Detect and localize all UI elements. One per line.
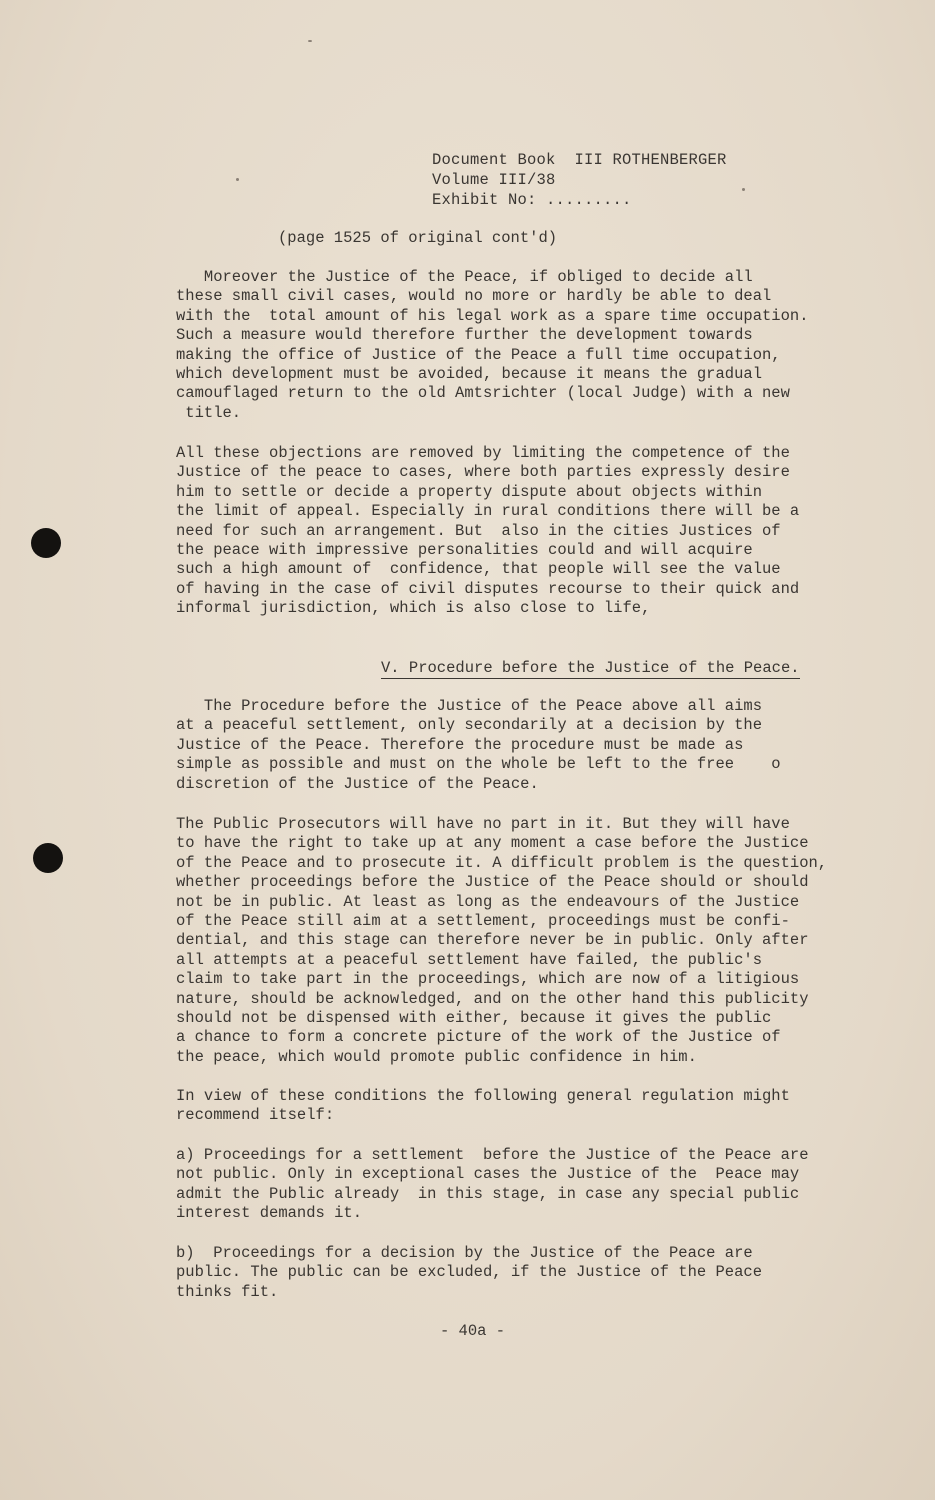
text-line: the peace with impressive personalities could and will acquire (176, 541, 753, 560)
punch-hole-bottom (33, 843, 63, 873)
regulation-b (176, 1244, 856, 1302)
header-volume: Volume III/38 (432, 171, 556, 189)
text-line: b) Proceedings for a decision by the Justice of the Peace are (176, 1244, 753, 1262)
page-number: - 40a - (439, 1322, 506, 1340)
header-exhibit: Exhibit No: ......... (432, 191, 632, 209)
text-line: All these objections are removed by limiting the competence of the (176, 444, 790, 462)
text-line: at a peaceful settlement, only secondarily at a decision by the (176, 716, 762, 735)
text-line: of having in the case of civil disputes recourse to their quick and (176, 579, 800, 598)
text-line: Such a measure would therefore further the development towards (176, 326, 753, 345)
text-line: informal jurisdiction, which is also close to life, (176, 599, 651, 618)
regulation-a (176, 1146, 856, 1224)
text-line: not be in public. At least as long as the endeavours of the Justice (176, 892, 800, 911)
text-line: thinks fit. (176, 1282, 279, 1301)
text-line: these small civil cases, would no more or hardly be able to deal (176, 287, 772, 306)
text-line: all attempts at a peaceful settlement have failed, the public's (176, 950, 762, 969)
text-line: In view of these conditions the following general regulation might (176, 1087, 790, 1105)
text-line: admit the Public already in this stage, in case any special public (176, 1184, 800, 1203)
text-line: recommend itself: (176, 1106, 335, 1125)
text-line: discretion of the Justice of the Peace. (176, 774, 539, 793)
text-line: public. The public can be excluded, if the Justice of the Peace (176, 1263, 762, 1282)
punch-hole-top (31, 528, 61, 558)
text-line: nature, should be acknowledged, and on the other hand this publicity (176, 989, 809, 1008)
section-heading: V. Procedure before the Justice of the Peace. (381, 659, 800, 677)
paragraph-public-prosecutors (176, 815, 856, 1067)
text-line: The Public Prosecutors will have no part in it. But they will have (176, 815, 790, 833)
text-line: not public. Only in exceptional cases the Justice of the Peace may (176, 1165, 800, 1184)
text-line: dential, and this stage can therefore never be in public. Only after (176, 931, 809, 950)
text-line: Justice of the Peace. Therefore the procedure must be made as (176, 735, 744, 754)
paragraph-in-view (176, 1087, 856, 1126)
text-line: a) Proceedings for a settlement before the Justice of the Peace are (176, 1146, 809, 1164)
continuation-note: (page 1525 of original cont'd) (278, 229, 558, 247)
paper-speck (236, 178, 239, 181)
text-line: should not be dispensed with either, because it gives the public (176, 1009, 772, 1028)
text-line: to have the right to take up at any moment a case before the Justice (176, 834, 809, 853)
text-line: interest demands it. (176, 1204, 363, 1223)
text-line: claim to take part in the proceedings, which are now of a litigious (176, 970, 800, 989)
text-line: Moreover the Justice of the Peace, if obliged to decide all (176, 268, 753, 286)
paragraph-procedure (176, 697, 856, 794)
text-line: of the Peace still aim at a settlement, proceedings must be confi- (176, 912, 790, 931)
text-line: of the Peace and to prosecute it. A difficult problem is the question, (176, 853, 828, 872)
text-line: The Procedure before the Justice of the Peace above all aims (176, 697, 762, 715)
text-line: title. (176, 403, 242, 422)
text-line: Justice of the peace to cases, where both parties expressly desire (176, 463, 790, 482)
paragraph-moreover (176, 268, 856, 423)
text-line: simple as possible and must on the whole be left to the free o (176, 755, 781, 774)
document-header (432, 150, 727, 210)
text-line: the limit of appeal. Especially in rural conditions there will be a (176, 502, 800, 521)
paper-speck (308, 40, 312, 42)
text-line: camouflaged return to the old Amtsrichter (local Judge) with a new (176, 384, 790, 403)
header-document-book: Document Book III ROTHENBERGER (432, 151, 727, 169)
paragraph-objections (176, 444, 856, 619)
text-line: need for such an arrangement. But also in the cities Justices of (176, 521, 781, 540)
text-line: which development must be avoided, because it means the gradual (176, 365, 762, 384)
text-line: with the total amount of his legal work as a spare time occupation. (176, 306, 809, 325)
text-line: a chance to form a concrete picture of the work of the Justice of (176, 1028, 781, 1047)
text-line: whether proceedings before the Justice of the Peace should or should (176, 873, 809, 892)
text-line: making the office of Justice of the Peace a full time occupation, (176, 345, 781, 364)
text-line: the peace, which would promote public confidence in him. (176, 1047, 697, 1066)
text-line: him to settle or decide a property dispute about objects within (176, 482, 762, 501)
text-line: such a high amount of confidence, that people will see the value (176, 560, 781, 579)
paper-speck (742, 188, 745, 191)
